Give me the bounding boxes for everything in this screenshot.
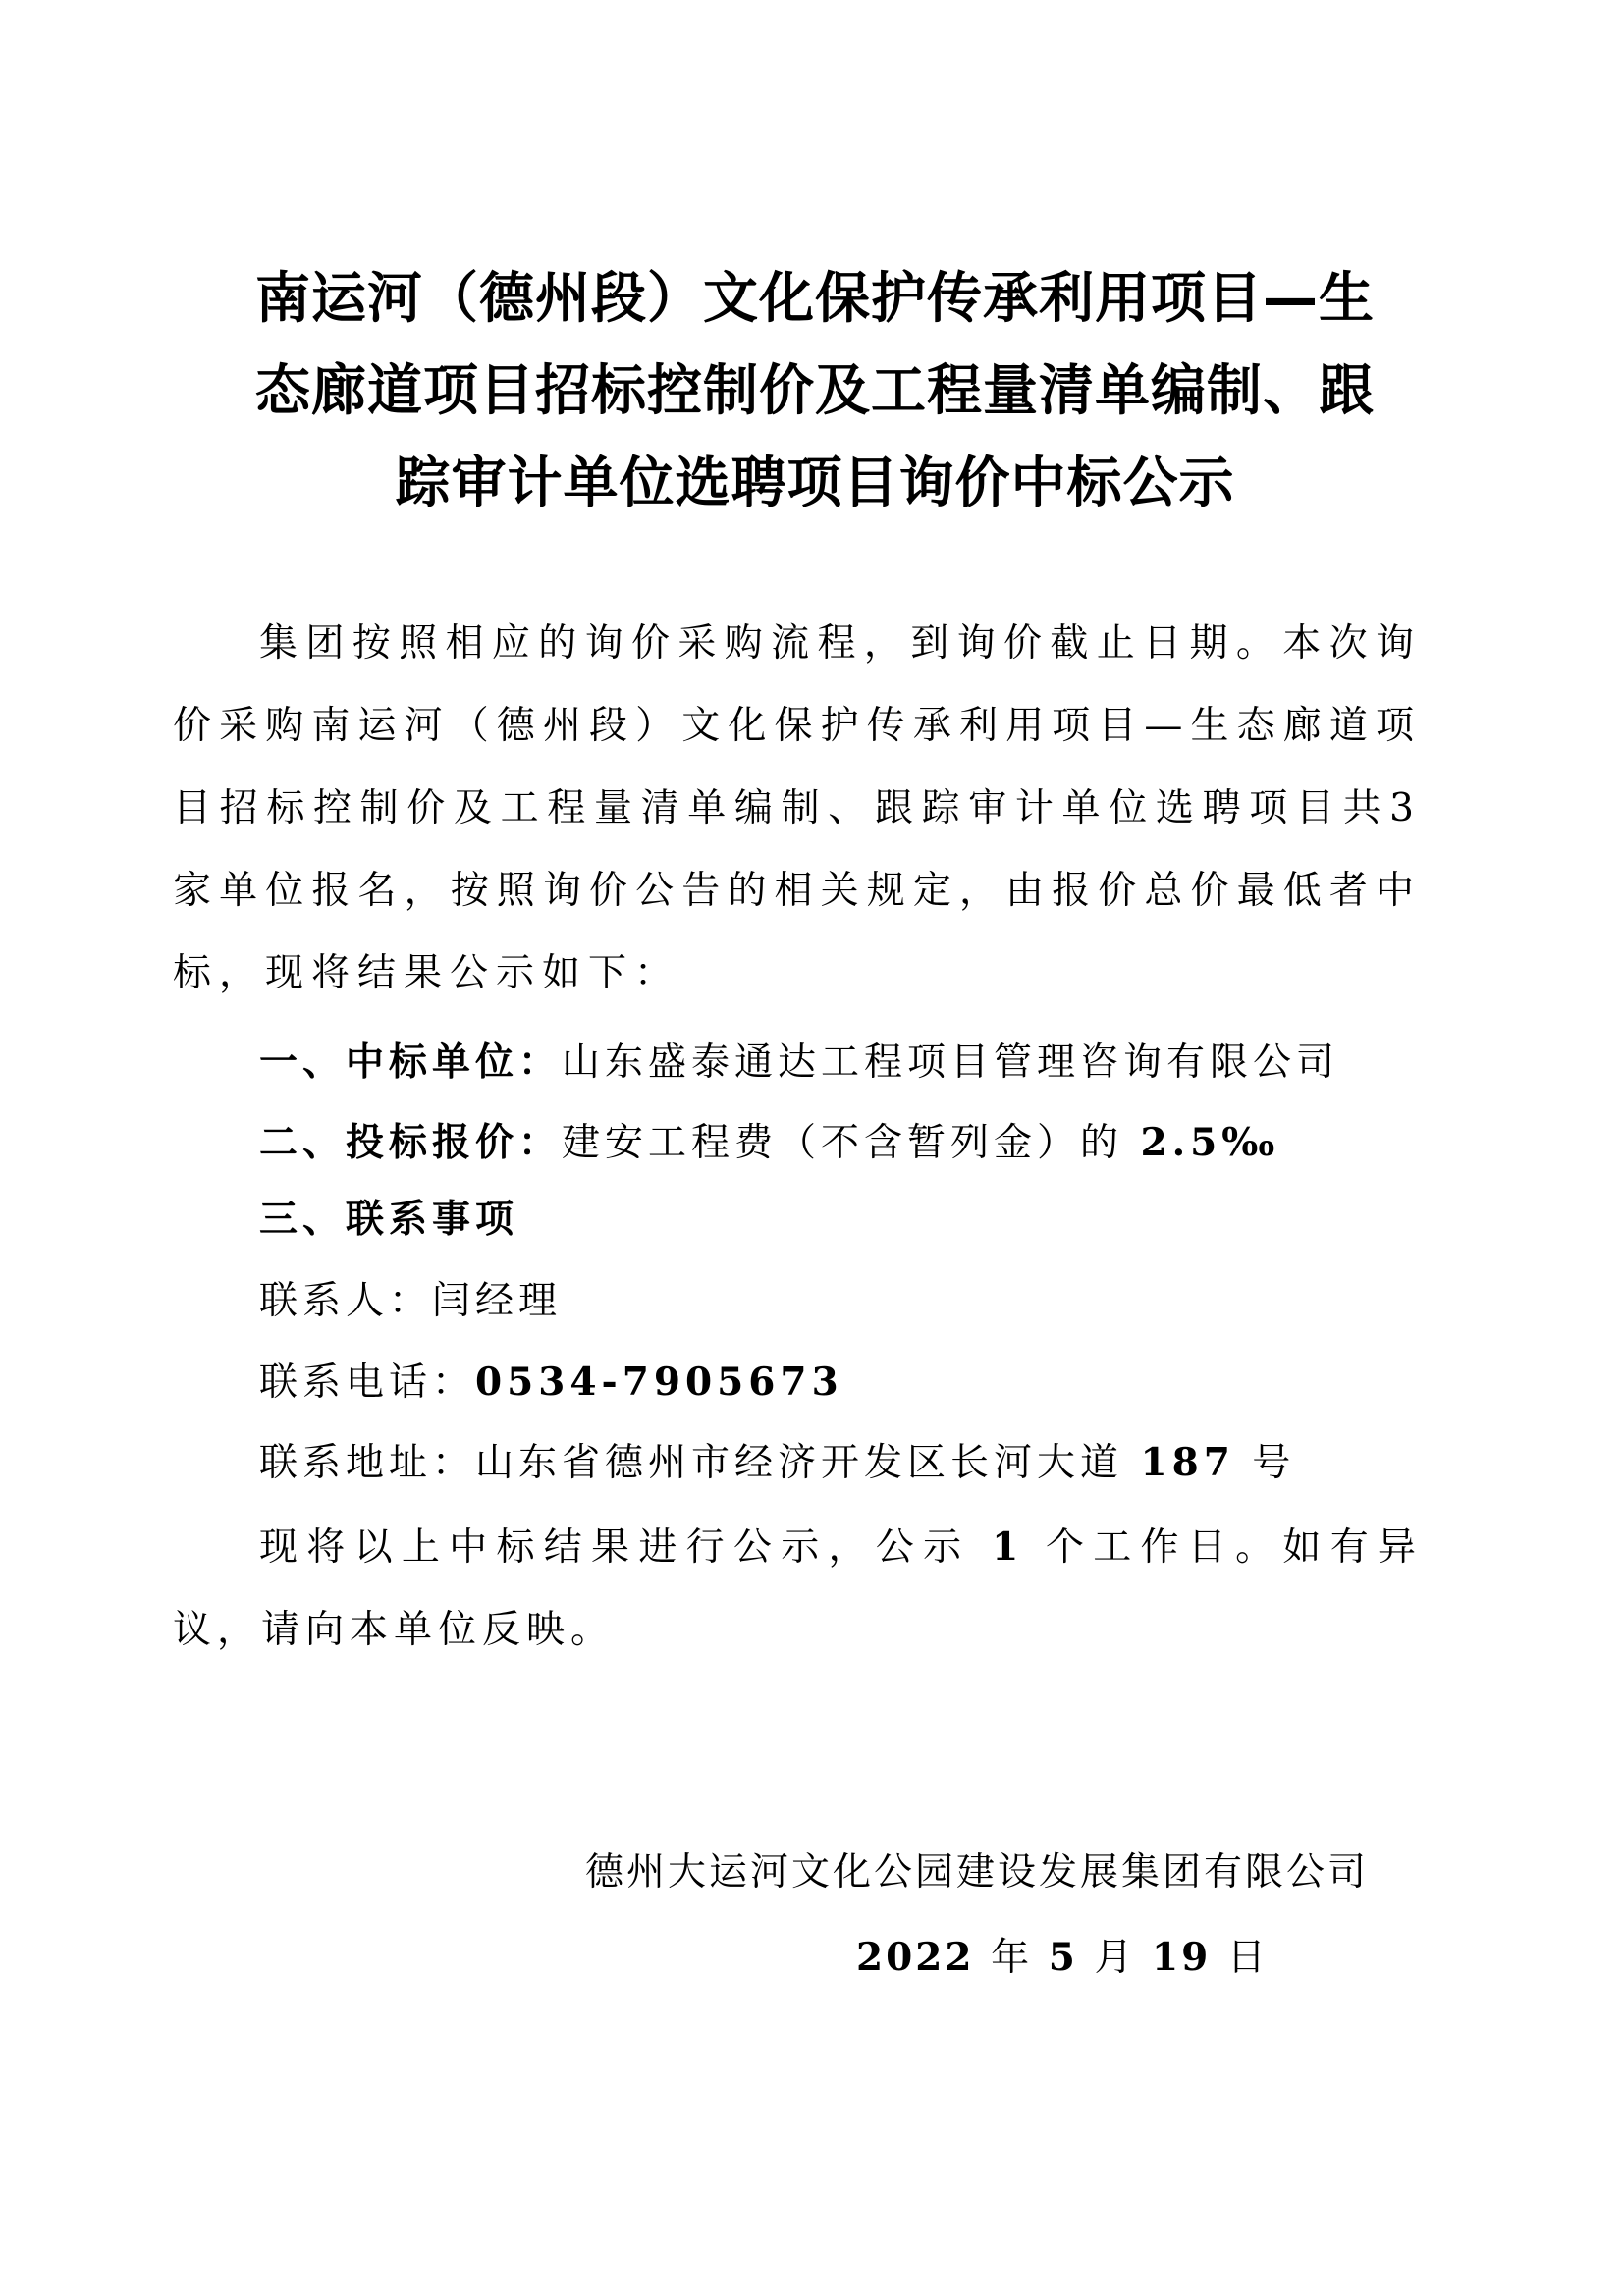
closing-paragraph (173, 1506, 1422, 1672)
closing-part-2: 个工作日。如有异议，请向本单位反映。 (173, 1525, 1422, 1652)
bid-line (259, 1113, 1279, 1173)
contact-phone-label: 联系电话： (259, 1361, 476, 1405)
contact-person-value: 闫经理 (432, 1279, 563, 1323)
bid-rate: 2.5‰ (1140, 1120, 1280, 1165)
closing-days: 1 (992, 1524, 1025, 1570)
contact-address-number: 187 (1140, 1440, 1235, 1485)
title-line-1: 南运河（德州段）文化保护传承利用项目—生 (255, 267, 1375, 331)
contact-heading: 三、联系事项 (259, 1197, 519, 1242)
date-day-unit: 日 (1226, 1936, 1269, 1980)
contact-phone-line (259, 1353, 843, 1413)
contact-person-line (259, 1272, 562, 1331)
closing-part-1: 现将以上中标结果进行公示，公示 (259, 1525, 971, 1570)
title-line-3: 踪审计单位选聘项目询价中标公示 (395, 452, 1235, 515)
contact-phone-value: 0534-7905673 (475, 1360, 843, 1405)
winner-line (259, 1033, 1339, 1093)
date-month-unit: 月 (1094, 1936, 1136, 1980)
date-day: 19 (1152, 1935, 1212, 1980)
page-title (167, 253, 1463, 530)
bid-value: 建安工程费（不含暂列金）的 (562, 1121, 1124, 1165)
contact-person-label: 联系人： (259, 1279, 433, 1323)
date-year: 2022 (856, 1935, 975, 1980)
signature-date (856, 1928, 1269, 1988)
signature-organization: 德州大运河文化公园建设发展集团有限公司 (585, 1850, 1370, 1895)
intro-paragraph: 集团按照相应的询价采购流程，到询价截止日期。本次询价采购南运河（德州段）文化保护传承利用项目—生态廊道项目招标控制价及工程量清单编制、跟踪审计单位选聘项目共3家单位报名，按照询价公告的相关规定，由报价总价最低者中标，现将结果公示如下： (173, 621, 1422, 995)
winner-label: 一、中标单位： (259, 1040, 563, 1085)
contact-address-suffix: 号 (1252, 1441, 1296, 1485)
date-year-unit: 年 (991, 1936, 1033, 1980)
bid-label: 二、投标报价： (259, 1120, 563, 1165)
contact-address-value: 山东省德州市经济开发区长河大道 (475, 1441, 1124, 1485)
title-line-2: 态廊道项目招标控制价及工程量清单编制、跟 (255, 359, 1375, 423)
winner-value: 山东盛泰通达工程项目管理咨询有限公司 (562, 1041, 1340, 1085)
contact-address-line (259, 1433, 1295, 1493)
date-month: 5 (1048, 1935, 1078, 1980)
contact-address-label: 联系地址： (259, 1441, 476, 1485)
